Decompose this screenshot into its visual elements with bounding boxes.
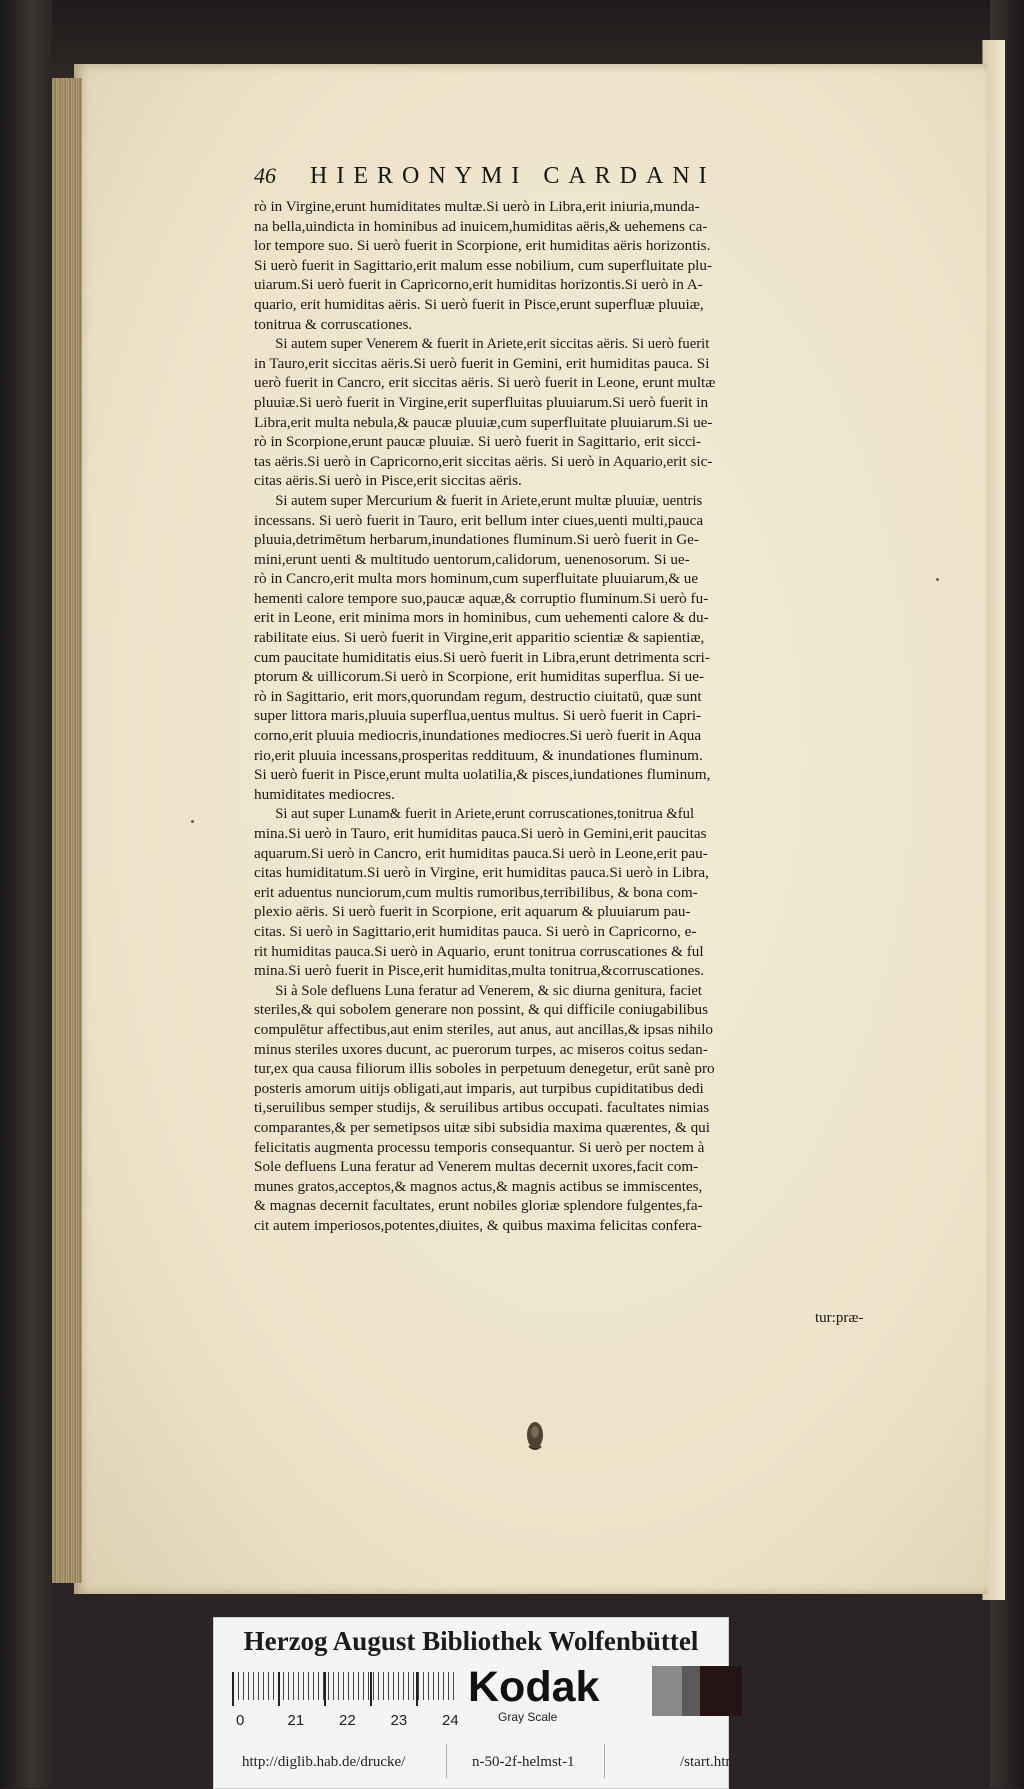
text-line: rò in Cancro,erit multa mors hominum,cum superfluitate pluuiarum,& ue xyxy=(254,570,699,588)
ruler-tick-label: 22 xyxy=(339,1712,356,1729)
text-line: Sole defluens Luna feratur ad Venerem multas decernit uxores,facit com- xyxy=(254,1158,699,1176)
gray-swatch xyxy=(682,1666,700,1716)
text-line: Libra,erit multa nebula,& paucæ pluuiæ,cum superfluitate pluuiarum.Si ue- xyxy=(254,413,713,431)
text-line: plexio aëris. Si uerò fuerit in Scorpione, erit aquarum & pluuiarum pau- xyxy=(254,903,691,921)
text-line: uiarum.Si uerò fuerit in Capricorno,erit humiditas horizontis.Si uerò in A- xyxy=(254,276,703,294)
text-line: hementi calore tempore suo,paucæ aquæ,& corruptio fluminum.Si uerò fu- xyxy=(254,589,709,607)
source-url-page: /start.htm xyxy=(680,1754,738,1770)
text-line: ti,seruilibus semper studijs, & seruilibus artibus occupati. facultates nimias xyxy=(254,1099,710,1117)
paragraph xyxy=(254,197,894,334)
text-line: in Tauro,erit siccitas aëris.Si uerò fuerit in Gemini, erit humiditas pauca. Si xyxy=(254,354,710,372)
text-line: mina.Si uerò fuerit in Pisce,erit humiditas,multa tonitrua,&corruscationes. xyxy=(254,962,705,980)
text-line: mini,erunt uenti & multitudo uentorum,calidorum, uenenosorum. Si ue- xyxy=(254,550,690,568)
text-line: Si uerò fuerit in Pisce,erunt multa uolatilia,& pisces,iundationes fluminum, xyxy=(254,766,711,784)
text-line: posteris amorum uitijs obligati,aut imparis, aut turpibus cupiditatibus dedi xyxy=(254,1079,704,1097)
paragraph xyxy=(254,804,894,980)
gray-swatch xyxy=(700,1666,742,1716)
text-line: pluuia,detrimētum herbarum,inundationes fluminum.Si uerò fuerit in Ge- xyxy=(254,531,699,549)
gray-scale-label: Gray Scale xyxy=(498,1710,558,1724)
scale-ruler-major-ticks xyxy=(232,1672,457,1706)
body-text xyxy=(254,197,894,1235)
text-line: tur,ex qua causa filiorum illis soboles in perpetuum denegetur, erūt sanè pro xyxy=(254,1060,715,1078)
ruler-tick-label: 0 xyxy=(236,1712,245,1729)
text-line: rio,erit pluuia incessans,prosperitas reddituum, & inundationes fluminum. xyxy=(254,746,703,764)
text-line: minus steriles uxores ducunt, ac puerorum turpes, ac miseros coitus sedan- xyxy=(254,1040,708,1058)
text-line: Si uerò fuerit in Sagittario,erit malum esse nobilium, cum superfluitate plu- xyxy=(254,256,713,274)
text-line: quario, erit humiditas aëris. Si uerò fuerit in Pisce,erunt superfluæ pluuiæ, xyxy=(254,295,704,313)
text-line: tas aëris.Si uerò in Capricorno,erit siccitas aëris. Si uerò in Aquario,erit sic- xyxy=(254,452,713,470)
text-line: rit humiditas pauca.Si uerò in Aquario, erunt tonitrua corruscationes & ful xyxy=(254,942,704,960)
text-line: humiditates mediocres. xyxy=(254,785,395,803)
color-calibration-strip xyxy=(213,1617,738,1789)
page-number: 46 xyxy=(254,163,276,188)
paragraph xyxy=(254,491,894,805)
text-line: Si autem super Mercurium & fuerit in Ariete,erunt multæ pluuiæ, uentris xyxy=(275,491,703,509)
text-line: Si à Sole defluens Luna feratur ad Venerem, & sic diurna genitura, faciet xyxy=(275,981,702,999)
page-header xyxy=(254,163,794,197)
ornament-icon xyxy=(523,1418,547,1452)
text-line: citas aëris.Si uerò in Pisce,erit siccitas aëris. xyxy=(254,472,522,490)
strip-divider xyxy=(604,1744,605,1778)
text-line: lor tempore suo. Si uerò fuerit in Scorpione, erit humiditas aëris horizontis. xyxy=(254,237,711,255)
paper-speck xyxy=(191,820,194,823)
text-line: rabilitate eius. Si uerò fuerit in Virgine,erit apparitio scientiæ & sapientiæ, xyxy=(254,629,705,647)
text-line: felicitatis augmenta processu temporis consequantur. Si uerò per noctem à xyxy=(254,1138,705,1156)
text-line: incessans. Si uerò fuerit in Tauro, erit bellum inter ciues,uenti multi,pauca xyxy=(254,511,704,529)
paper-speck xyxy=(936,578,939,581)
text-line: uerò fuerit in Cancro, erit siccitas aëris. Si uerò fuerit in Leone, erunt multæ xyxy=(254,374,716,392)
kodak-brand: Kodak xyxy=(468,1663,600,1711)
running-head: HIERONYMI CARDANI xyxy=(310,163,716,189)
text-line: compulētur affectibus,aut enim steriles, aut anus, aut ancillas,& ipsas nihilo xyxy=(254,1020,714,1038)
text-line: steriles,& qui sobolem generare non possint, & qui difficile coniugabilibus xyxy=(254,1001,709,1019)
catchword: tur:præ- xyxy=(815,1310,864,1326)
text-line: Si autem super Venerem & fuerit in Ariete,erit siccitas aëris. Si uerò fuerit xyxy=(275,335,710,353)
text-line: na bella,uindicta in hominibus ad inuicem,humiditas aëris,& uehemens ca- xyxy=(254,217,708,235)
text-line: cum paucitate humiditatis eius.Si uerò fuerit in Libra,erunt detrimenta scri- xyxy=(254,648,710,666)
text-line: ptorum & uillicorum.Si uerò in Scorpione, erit humiditas superflua. Si ue- xyxy=(254,668,705,686)
source-url-base: http://diglib.hab.de/drucke/ xyxy=(242,1754,406,1770)
book-spine xyxy=(0,0,52,1788)
text-line: tonitrua & corruscationes. xyxy=(254,315,413,333)
text-line: erit in Leone, erit minima mors in hominibus, cum uehementi calore & du- xyxy=(254,609,709,627)
ruler-tick-labels xyxy=(236,1712,476,1729)
source-url-id: n-50-2f-helmst-1 xyxy=(472,1754,575,1770)
text-line: erit aduentus nunciorum,cum multis rumoribus,terribilibus, & bona com- xyxy=(254,883,698,901)
text-line: cit autem imperiosos,potentes,diuites, & quibus maxima felicitas confera- xyxy=(254,1216,702,1234)
strip-divider xyxy=(446,1744,447,1778)
text-line: pluuiæ.Si uerò fuerit in Virgine,erit superfluitas pluuiarum.Si uerò fuerit in xyxy=(254,393,709,411)
gray-swatches xyxy=(652,1666,742,1716)
text-line: corno,erit pluuia mediocris,inundationes mediocres.Si uerò fuerit in Aqua xyxy=(254,727,702,745)
text-line: aquarum.Si uerò in Cancro, erit humiditas pauca.Si uerò in Leone,erit pau- xyxy=(254,844,708,862)
ruler-tick-label: 21 xyxy=(287,1712,305,1729)
gray-swatch xyxy=(652,1666,682,1716)
kodak-logo xyxy=(468,1664,608,1724)
text-line: comparantes,& per semetipsos uitæ sibi subsidia maxima quærentes, & qui xyxy=(254,1118,710,1136)
text-line: rò in Sagittario, erit mors,quorundam regum, destructio ciuitatū, quæ sunt xyxy=(254,687,702,705)
text-line: munes gratos,acceptos,& magnos actus,& magnis actibus se immiscentes, xyxy=(254,1177,703,1195)
text-line: super littora maris,pluuia superflua,uentus multus. Si uerò fuerit in Capri- xyxy=(254,707,702,725)
library-name: Herzog August Bibliothek Wolfenbüttel xyxy=(243,1626,699,1656)
text-line: rò in Virgine,erunt humiditates multæ.Si uerò in Libra,erit iniuria,munda- xyxy=(254,198,700,215)
text-line: Si aut super Lunam& fuerit in Ariete,erunt corruscationes,tonitrua &ful xyxy=(275,805,695,823)
page-edges xyxy=(52,78,82,1583)
text-line: & magnas decernit facultates, erunt nobiles gloriæ splendore fulgentes,fa- xyxy=(254,1197,703,1215)
text-line: rò in Scorpione,erunt paucæ pluuiæ. Si uerò fuerit in Sagittario, erit sicci- xyxy=(254,433,702,451)
text-line: citas. Si uerò in Sagittario,erit humiditas pauca. Si uerò in Capricorno, e- xyxy=(254,922,697,940)
ruler-tick-label: 24 xyxy=(442,1712,459,1729)
ruler-tick-label: 23 xyxy=(390,1712,408,1729)
paragraph xyxy=(254,334,894,491)
text-line: mina.Si uerò in Tauro, erit humiditas pauca.Si uerò in Gemini,erit paucitas xyxy=(254,825,707,842)
paragraph xyxy=(254,981,894,1236)
text-line: citas humiditatum.Si uerò in Virgine, erit humiditas pauca.Si uerò in Libra, xyxy=(254,864,709,882)
